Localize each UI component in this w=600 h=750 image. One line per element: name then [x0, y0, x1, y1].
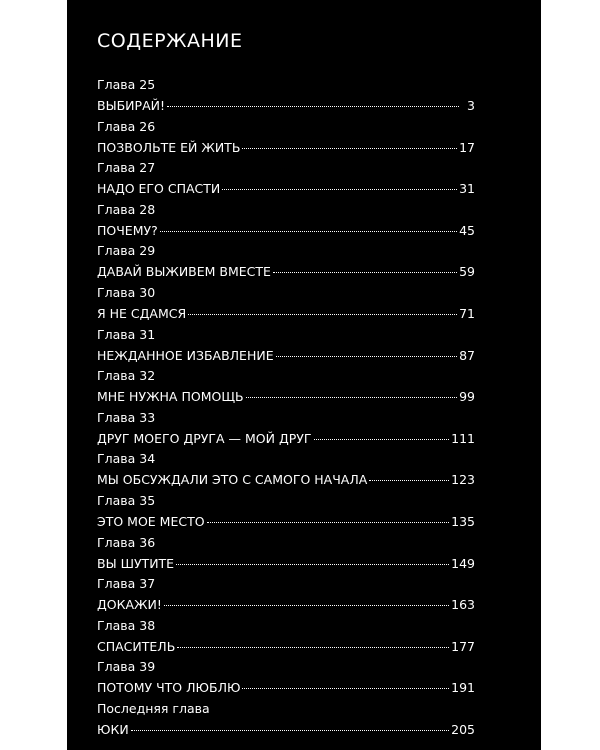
dot-leader: [167, 93, 459, 110]
chapter-label: Глава 36: [97, 534, 156, 550]
chapter-title: ВЫ ШУТИТЕ: [97, 555, 175, 571]
chapter-label: Глава 37: [97, 576, 156, 592]
chapter-title-row: [97, 675, 475, 696]
toc-entry: [97, 450, 475, 492]
chapter-title-row: [97, 551, 475, 571]
table-of-contents-heading: СОДЕРЖАНИЕ: [97, 30, 243, 52]
chapter-title-row: [97, 384, 475, 405]
toc-entry: [97, 326, 475, 368]
chapter-title-row: [97, 218, 475, 238]
chapter-title: ПОТОМУ ЧТО ЛЮБЛЮ: [97, 680, 241, 696]
page-number: 31: [459, 181, 475, 197]
toc-entry: [97, 242, 475, 284]
chapter-label: Глава 29: [97, 243, 156, 259]
chapter-title-row: [97, 93, 475, 113]
chapter-title: СПАСИТЕЛЬ: [97, 638, 176, 654]
toc-entry: [97, 367, 475, 409]
page-number: 45: [459, 222, 475, 238]
dot-leader: [222, 176, 457, 193]
table-of-contents-list: [97, 76, 475, 742]
book-page: [67, 0, 541, 750]
page-number: 59: [459, 264, 475, 280]
page-number: 71: [459, 305, 475, 321]
page-number: 205: [451, 721, 475, 737]
chapter-title: ПОЗВОЛЬТЕ ЕЙ ЖИТЬ: [97, 139, 241, 155]
page-number: 3: [467, 98, 475, 113]
dot-leader: [273, 259, 457, 276]
chapter-title: НАДО ЕГО СПАСТИ: [97, 181, 221, 197]
chapter-label: Глава 39: [97, 659, 156, 675]
dot-leader: [177, 634, 449, 651]
chapter-title-row: [97, 592, 475, 613]
page-number: 111: [451, 430, 475, 446]
chapter-title: ЮКИ: [97, 721, 129, 737]
dot-leader: [160, 218, 457, 235]
chapter-title-row: [97, 343, 475, 363]
toc-entry: [97, 534, 475, 576]
dot-leader: [242, 135, 457, 152]
page-number: 99: [459, 389, 475, 405]
chapter-title-row: [97, 467, 475, 488]
chapter-title-row: [97, 301, 475, 321]
page-number: 123: [451, 472, 475, 488]
chapter-title-row: [97, 135, 475, 155]
chapter-title-row: [97, 176, 475, 197]
chapter-label: Глава 38: [97, 617, 156, 633]
toc-entry: [97, 284, 475, 326]
chapter-label: Глава 27: [97, 160, 156, 176]
chapter-title: ВЫБИРАЙ!: [97, 98, 165, 113]
chapter-label: Глава 25: [97, 77, 156, 92]
chapter-title: МНЕ НУЖНА ПОМОЩЬ: [97, 389, 244, 405]
page-number: 191: [451, 680, 475, 696]
toc-entry: [97, 575, 475, 617]
dot-leader: [276, 343, 457, 360]
chapter-label: Глава 31: [97, 326, 156, 342]
page-number: 87: [459, 347, 475, 363]
chapter-label: Глава 30: [97, 284, 156, 300]
toc-entry: [97, 409, 475, 451]
chapter-title-row: [97, 259, 475, 280]
chapter-label: Глава 28: [97, 201, 156, 217]
chapter-label: Последняя глава: [97, 700, 210, 716]
chapter-title: ДАВАЙ ВЫЖИВЕМ ВМЕСТЕ: [97, 264, 271, 280]
chapter-title-row: [97, 426, 475, 446]
dot-leader: [188, 301, 457, 318]
chapter-label: Глава 34: [97, 451, 156, 467]
toc-entry: [97, 617, 475, 659]
page-number: 17: [459, 139, 475, 155]
toc-entry: [97, 492, 475, 534]
chapter-label: Глава 32: [97, 368, 156, 384]
chapter-title-row: [97, 717, 475, 737]
dot-leader: [314, 426, 450, 443]
chapter-label: Глава 33: [97, 409, 156, 425]
chapter-title: ПОЧЕМУ?: [97, 222, 158, 238]
toc-entry: [97, 201, 475, 243]
page-number: 135: [451, 513, 475, 529]
dot-leader: [207, 509, 450, 526]
chapter-title: Я НЕ СДАМСЯ: [97, 305, 187, 321]
toc-entry: [97, 159, 475, 201]
chapter-title: ЭТО МОЕ МЕСТО: [97, 513, 205, 529]
page-number: 163: [451, 597, 475, 613]
chapter-title: ДРУГ МОЕГО ДРУГА — МОЙ ДРУГ: [97, 430, 312, 446]
page-number: 149: [451, 555, 475, 571]
dot-leader: [369, 467, 449, 484]
page-number: 177: [451, 638, 475, 654]
dot-leader: [176, 551, 449, 568]
dot-leader: [242, 675, 449, 692]
dot-leader: [246, 384, 458, 401]
chapter-title-row: [97, 634, 475, 654]
chapter-title-row: [97, 509, 475, 529]
toc-entry: [97, 700, 475, 742]
toc-entry: [97, 76, 475, 118]
chapter-label: Глава 35: [97, 492, 156, 508]
toc-entry: [97, 658, 475, 700]
toc-entry: [97, 118, 475, 160]
chapter-label: Глава 26: [97, 118, 156, 134]
chapter-title: НЕЖДАННОЕ ИЗБАВЛЕНИЕ: [97, 347, 274, 363]
chapter-title: ДОКАЖИ!: [97, 597, 162, 613]
dot-leader: [131, 717, 449, 734]
chapter-title: МЫ ОБСУЖДАЛИ ЭТО С САМОГО НАЧАЛА: [97, 472, 368, 488]
dot-leader: [164, 592, 449, 609]
